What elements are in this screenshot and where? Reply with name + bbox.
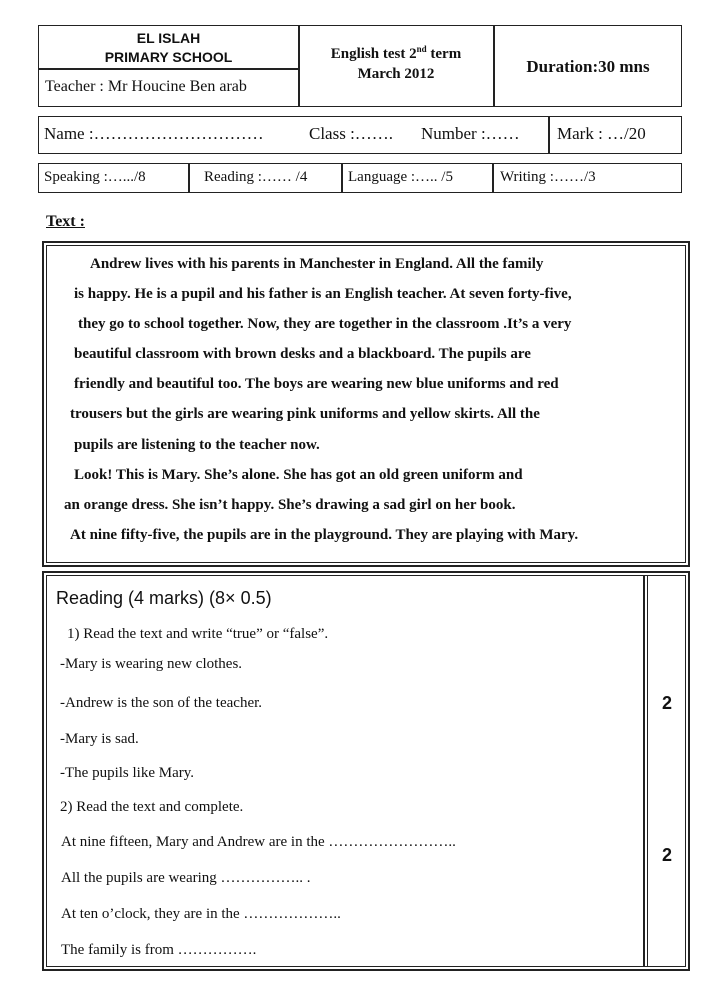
q1-instruction: 1) Read the text and write “true” or “false”. bbox=[67, 626, 329, 642]
passage-line: Look! This is Mary. She’s alone. She has got an old green uniform and bbox=[74, 467, 523, 483]
speaking-score[interactable]: Speaking :….../8 bbox=[44, 169, 146, 185]
passage-line: Andrew lives with his parents in Manchester in England. All the family bbox=[90, 256, 544, 272]
passage-line: beautiful classroom with brown desks and a blackboard. The pupils are bbox=[74, 346, 531, 362]
q2-item: At nine fifteen, Mary and Andrew are in the …………………….. bbox=[61, 834, 456, 850]
q1-item: -Andrew is the son of the teacher. bbox=[60, 695, 263, 711]
q1-item: -Mary is wearing new clothes. bbox=[60, 656, 243, 672]
q2-item: At ten o’clock, they are in the ……………….. bbox=[61, 906, 341, 922]
reading-score[interactable]: Reading :…… /4 bbox=[204, 169, 308, 185]
q2-item: The family is from ……………. bbox=[61, 942, 257, 958]
reading-title: Reading (4 marks) (8× 0.5) bbox=[56, 588, 272, 608]
passage-line: an orange dress. She isn’t happy. She’s drawing a sad girl on her book. bbox=[64, 497, 516, 513]
name-field[interactable]: Name :………………………… bbox=[44, 124, 264, 143]
mark-divider bbox=[548, 116, 550, 154]
test-title bbox=[299, 46, 493, 63]
score-divider-3 bbox=[492, 163, 494, 193]
passage-line: they go to school together. Now, they are together in the classroom .It’s a very bbox=[78, 316, 572, 332]
passage-line: friendly and beautiful too. The boys are wearing new blue uniforms and red bbox=[74, 376, 559, 392]
duration: Duration:30 mns bbox=[526, 57, 650, 76]
writing-score[interactable]: Writing :……/3 bbox=[500, 169, 596, 185]
test-title-sup: nd bbox=[416, 44, 427, 54]
school-type: PRIMARY SCHOOL bbox=[104, 49, 233, 65]
teacher-name: Teacher : Mr Houcine Ben arab bbox=[45, 78, 247, 95]
q1-item: -Mary is sad. bbox=[60, 731, 139, 747]
passage-line: trousers but the girls are wearing pink uniforms and yellow skirts. All the bbox=[70, 406, 540, 422]
text-label: Text : bbox=[46, 213, 85, 230]
margin-column-line-1 bbox=[643, 575, 645, 967]
test-date: March 2012 bbox=[357, 66, 435, 82]
language-score[interactable]: Language :….. /5 bbox=[348, 169, 453, 185]
q2-instruction: 2) Read the text and complete. bbox=[60, 799, 244, 815]
score-divider-2 bbox=[341, 163, 343, 193]
passage-line: pupils are listening to the teacher now. bbox=[74, 437, 320, 453]
score-divider-1 bbox=[188, 163, 190, 193]
margin-column-line-2 bbox=[647, 575, 648, 967]
mark-q2: 2 bbox=[661, 845, 672, 865]
class-field[interactable]: Class :……. bbox=[309, 124, 394, 143]
school-name: EL ISLAH bbox=[136, 30, 201, 46]
test-title-term: term bbox=[426, 46, 462, 62]
number-field[interactable]: Number :…… bbox=[421, 124, 520, 143]
q1-item: -The pupils like Mary. bbox=[60, 765, 194, 781]
test-title-text: English test 2 bbox=[330, 46, 417, 62]
passage-line: is happy. He is a pupil and his father is an English teacher. At seven forty-five, bbox=[74, 286, 572, 302]
teacher-divider bbox=[38, 68, 299, 70]
mark-field[interactable]: Mark : …/20 bbox=[557, 124, 646, 143]
q2-item: All the pupils are wearing …………….. . bbox=[61, 870, 311, 886]
mark-q1: 2 bbox=[661, 693, 672, 713]
passage-line: At nine fifty-five, the pupils are in the playground. They are playing with Mary. bbox=[70, 527, 579, 543]
